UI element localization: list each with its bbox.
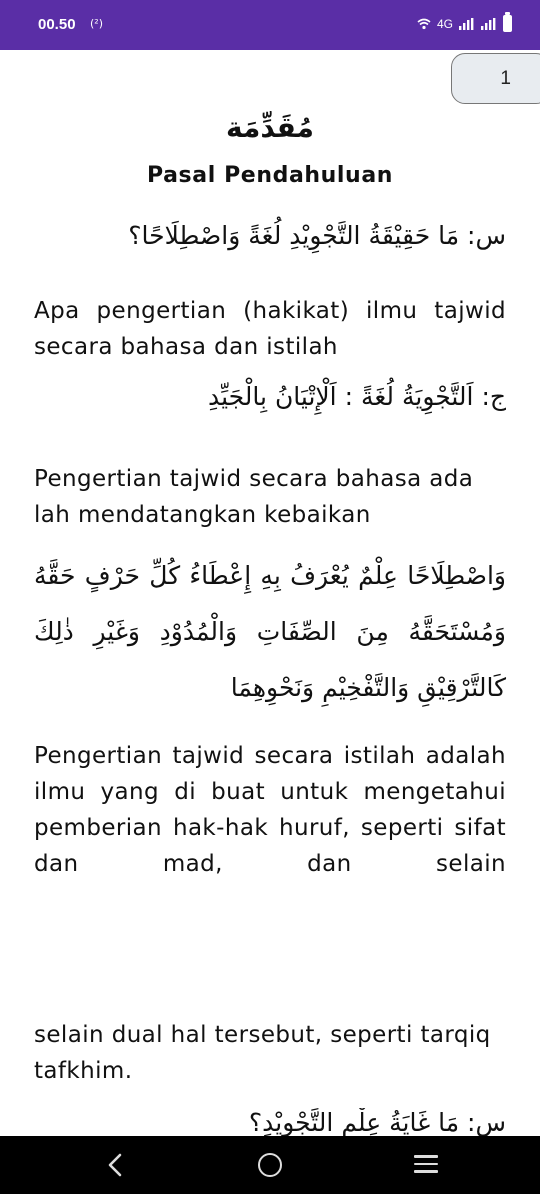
battery-icon <box>503 15 512 32</box>
page-number-tab[interactable]: 1 <box>451 53 540 104</box>
back-chevron-icon[interactable] <box>103 1152 127 1178</box>
answer-1-translation: Pengertian tajwid secara bahasa ada lah mendatangkan kebaikan <box>34 466 474 528</box>
status-right-icons <box>417 15 512 32</box>
question-2-arabic-partial: س: مَا غَايَةُ عِلْمِ التَّجْوِيْدِ؟ <box>248 1108 506 1136</box>
arabic-chapter-title: مُقَدِّمَة <box>226 111 314 144</box>
answer-2-translation: Pengertian tajwid secara istilah adalah ilmu yang di buat untuk mengetahui pemberian hak-hak huruf, seperti sifat dan mad, dan selain <box>34 743 506 877</box>
answer-2-translation-continued: selain dual hal tersebut, seperti tarqiq tafkhim. <box>34 1022 491 1084</box>
signal-strength-icon <box>459 18 475 30</box>
signal-strength-2-icon <box>481 18 497 30</box>
question-1-arabic: س: مَا حَقِيْقَةُ التَّجْوِيْدِ لُغَةً وَاصْطِلَاحًا؟ <box>128 221 506 250</box>
hotspot-indicator-icon: (²) <box>90 17 103 30</box>
recent-apps-icon[interactable] <box>414 1155 438 1175</box>
wifi-icon <box>417 18 431 30</box>
chapter-title: Pasal Pendahuluan <box>146 163 394 188</box>
status-time: 00.50 <box>38 16 76 33</box>
navigation-bar <box>0 1136 540 1194</box>
answer-1-arabic: ج: اَلتَّجْوِيَةُ لُغَةً : اَلْإِتْيَانُ بِالْجَيِّدِ <box>208 382 506 411</box>
status-bar <box>0 0 540 50</box>
question-1-translation: Apa pengertian (hakikat) ilmu tajwid secara bahasa dan istilah <box>34 298 506 360</box>
home-circle-icon[interactable] <box>258 1153 282 1177</box>
answer-2-arabic: وَاصْطِلَاحًا عِلْمٌ يُعْرَفُ بِهِ إِعْطَاءُ كُلِّ حَرْفٍ حَقَّهُ وَمُسْتَحَقَّهُ مِنَ الصِّفَاتِ وَالْمُدُوْدِ وَغَيْرِ ذٰلِكَ كَالتَّرْقِيْقِ وَالتَّفْخِيْمِ وَنَحْوِهِمَا <box>34 561 506 702</box>
network-type-label: 4G <box>436 16 453 31</box>
